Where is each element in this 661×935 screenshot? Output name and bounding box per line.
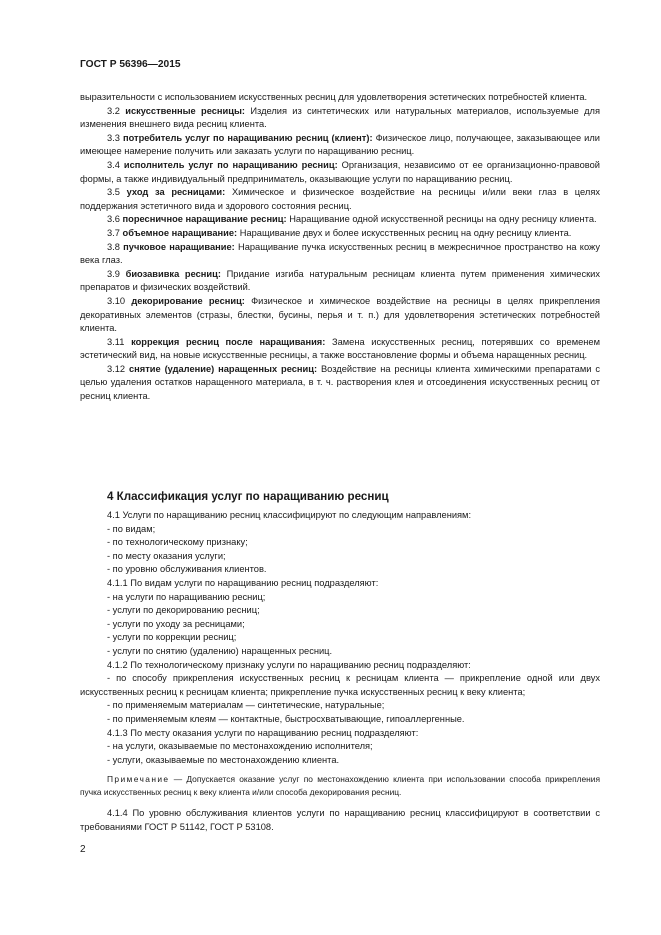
term-number: 3.5 (107, 187, 120, 198)
term-definition: Наращивание одной искусственной ресницы на одну ресницу клиента. (289, 214, 597, 225)
term-definition: Замена искусственных ресниц, потерявших со временем эстетический вид, на новые искусственные ресницы, а также восстановление формы и объема наращенных ресниц. (80, 336, 600, 361)
paragraph-4-1-1: 4.1.1 По видам услуги по наращиванию ресниц подразделяют: (107, 577, 379, 588)
term-number: 3.11 (107, 336, 125, 347)
term-definition: Наращивание пучка искусственных ресниц в межресничное пространство на кожу века глаз. (80, 241, 600, 266)
paragraph-4-1-2-method: - по способу прикрепления искусственных ресниц к ресницам клиента — прикрепление одной или двух искусственных ресниц к ресницам клиента; прикрепление пучка искусственных ресниц к веку клиента; (80, 673, 600, 697)
term-name: коррекция ресниц после наращивания: (131, 336, 326, 347)
list-item: - по технологическому признаку; (107, 537, 248, 548)
term-paragraph (80, 363, 600, 404)
list-item: - по уровню обслуживания клиентов. (107, 564, 267, 575)
list-item: - услуги по уходу за ресницами; (107, 618, 245, 629)
section-3-terms (80, 91, 600, 404)
term-name: декорирование ресниц: (131, 295, 245, 306)
term-definition: Организация, независимо от ее организационно-правовой формы, а также индивидуальный предприниматель, оказывающие услуги по наращиванию ресниц. (80, 159, 600, 184)
note-text: — Допускается оказание услуг по местонахождению клиента при использовании способа прикрепления пучка искусственных ресниц к веку клиента и/или способа декорирования ресниц. (80, 774, 600, 798)
paragraph-4-1-2: 4.1.2 По технологическому признаку услуги по наращиванию ресниц подразделяют: (107, 659, 471, 670)
term-number: 3.3 (107, 132, 120, 143)
term-number: 3.8 (107, 241, 120, 252)
term-paragraph (80, 268, 600, 295)
list-item: - по месту оказания услуги; (107, 550, 226, 561)
term-name: снятие (удаление) наращенных ресниц: (129, 363, 318, 374)
term-number: 3.9 (107, 268, 120, 279)
term-name: уход за ресницами: (126, 187, 226, 198)
term-paragraph (80, 213, 600, 227)
paragraph-4-1-4: 4.1.4 По уровню обслуживания клиентов услуги по наращиванию ресниц классифицируют в соответствии с требованиями ГОСТ Р 51142, ГОСТ Р 53108. (80, 808, 600, 832)
term-definition: Придание изгиба натуральным ресницам клиента путем применения химических препаратов и физических воздействий. (80, 268, 601, 293)
term-paragraph (80, 241, 600, 268)
list-item: - по видам; (107, 523, 156, 534)
term-number: 3.7 (107, 227, 120, 238)
term-number: 3.2 (107, 105, 120, 116)
list-item: - по применяемым клеям — контактные, быстросхватывающие, гипоаллергенные. (107, 713, 465, 724)
term-paragraph (80, 227, 600, 241)
term-definition: Физическое и химическое воздействие на ресницы в целях прикрепления декоративных элементов (стразы, блестки, бусины, перья и т. п.) для удовлетворения эстетических потребностей клиента. (80, 295, 600, 334)
term-paragraph (80, 105, 600, 132)
term-definition: Наращивание двух и более искусственных ресниц на одну ресницу клиента. (239, 227, 572, 238)
list-item: - на услуги по наращиванию ресниц; (107, 591, 266, 602)
term-number: 3.10 (107, 295, 126, 306)
term-name: потребитель услуг по наращиванию ресниц (клиент): (122, 132, 373, 143)
list-4-1-1 (80, 591, 600, 659)
term-definition: Химическое и физическое воздействие на ресницы и/или веки глаз в целях поддержания эстетичного вида и здорового состояния ресниц. (80, 187, 600, 211)
list-item: - услуги по снятию (удалению) наращенных ресниц. (107, 645, 333, 656)
term-paragraph (80, 336, 600, 363)
term-definition: Изделия из синтетических или натуральных материалов, используемые для изменения внешнего вида ресниц клиента. (80, 105, 601, 130)
term-name: искусственные ресницы: (125, 105, 246, 116)
term-name: поресничное наращивание ресниц: (122, 214, 287, 225)
list-4-1 (80, 523, 600, 577)
term-number: 3.12 (107, 363, 126, 374)
term-paragraph (80, 132, 600, 159)
list-item: - по применяемым материалам — синтетические, натуральные; (107, 700, 385, 711)
term-definition: Воздействие на ресницы клиента химическими препаратами с целью удаления остатков наращенного материала, в т. ч. растворения клея и отсоединения искусственных ресниц от ресниц клиента. (80, 363, 600, 402)
term-definition: Физическое лицо, получающее, заказывающее или имеющее намерение получить или заказать услуги по наращиванию ресниц. (80, 132, 600, 157)
terms-list (80, 105, 600, 404)
document-code: ГОСТ Р 56396—2015 (80, 59, 181, 70)
term-paragraph (80, 186, 600, 213)
section-4-heading: 4 Классификация услуг по наращиванию ресниц (107, 490, 389, 503)
note-label: Примечание (107, 774, 170, 785)
paragraph-4-1: 4.1 Услуги по наращиванию ресниц классифицируют по следующим направлениям: (107, 510, 472, 520)
term-paragraph (80, 159, 600, 186)
term-paragraph (80, 295, 600, 336)
list-4-1-3 (80, 740, 600, 767)
list-item: - услуги по декорированию ресниц; (107, 605, 260, 616)
list-item: - услуги, оказываемые по местонахождению клиента. (107, 754, 340, 765)
term-name: объемное наращивание: (122, 227, 238, 238)
term-name: биозавивка ресниц: (125, 268, 221, 279)
paragraph-4-1-3: 4.1.3 По месту оказания услуги по наращиванию ресниц подразделяют: (107, 727, 419, 738)
term-name: исполнитель услуг по наращиванию ресниц: (123, 159, 338, 170)
term-number: 3.4 (107, 159, 120, 170)
page-number: 2 (80, 844, 86, 855)
term-name: пучковое наращивание: (123, 241, 235, 252)
list-4-1-2 (80, 699, 600, 726)
term-number: 3.6 (107, 214, 120, 225)
list-item: - на услуги, оказываемые по местонахождению исполнителя; (107, 741, 373, 752)
list-item: - услуги по коррекции ресниц; (107, 632, 237, 643)
section-4-body (80, 509, 600, 834)
note (80, 773, 600, 799)
paragraph-3-1-continuation: выразительности с использованием искусственных ресниц для удовлетворения эстетических потребностей клиента. (80, 92, 588, 102)
